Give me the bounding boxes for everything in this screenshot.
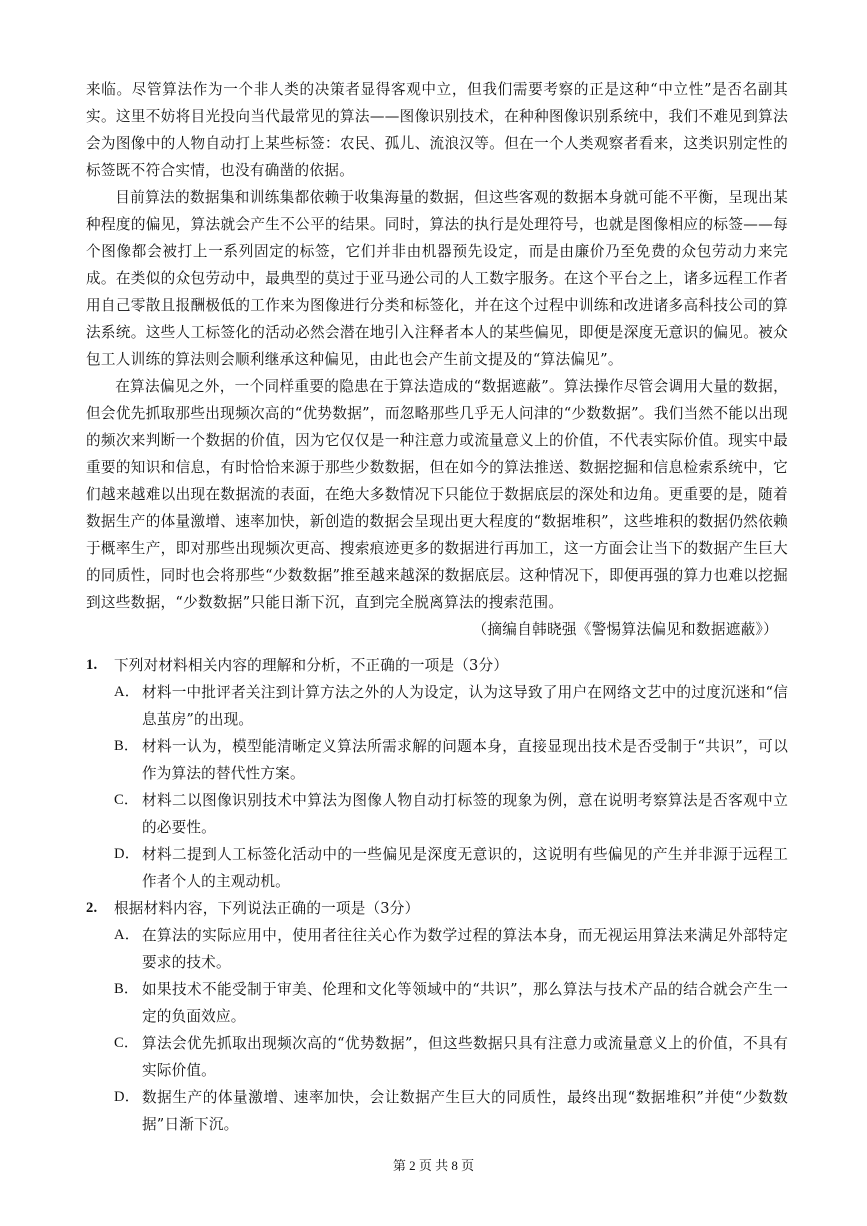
option-b [114,733,788,787]
option-label: A． [114,684,140,700]
passage-source: （摘编自韩晓强《警惕算法偏见和数据遮蔽》） [472,621,778,638]
passage-paragraph-2: 目前算法的数据集和训练集都依赖于收集海量的数据，但这些客观的数据本身就可能不平衡，呈现出某种程度的偏见，算法就会产生不公平的结果。同时，算法的执行是处理符号，也就是图像相应的标签——每个图像都会被打上一系列固定的标签，它们并非由机器预先设定，而是由廉价乃至免费的众包劳动力来完成。在类似的众包劳动中，最典型的莫过于亚马逊公司的人工数字服务。在这个平台之上，诸多远程工作者用自己零散且报酬极低的工作来为图像进行分类和标签化，并在这个过程中训练和改进诸多高科技公司的算法系统。这些人工标签化的活动必然会潜在地引入注释者本人的某些偏见，即便是深度无意识的偏见。被众包工人训练的算法则会顺利继承这种偏见，由此也会产生前文提及的“算法偏见”。 [86,189,788,368]
question-text: 根据材料内容，下列说法正确的一项是（3分） [114,900,420,917]
question-list [86,652,788,1138]
question-text: 下列对材料相关内容的理解和分析，不正确的一项是（3分） [114,657,509,674]
option-d [114,1084,788,1138]
option-text: 材料二以图像识别技术中算法为图像人物自动打标签的现象为例，意在说明考察算法是否客观中立的必要性。 [142,792,788,836]
option-a [114,679,788,733]
option-text: 在算法的实际应用中，使用者往往关心作为数学过程的算法本身，而无视运用算法来满足外部特定要求的技术。 [142,927,788,971]
option-label: C． [114,792,139,808]
option-b [114,976,788,1030]
option-label: A． [114,927,140,943]
question-1 [86,652,788,895]
option-label: B． [114,738,139,754]
option-label: D． [114,846,140,862]
option-label: C． [114,1035,139,1051]
option-text: 数据生产的体量激增、速率加快，会让数据产生巨大的同质性，最终出现“数据堆积”并使“少数数据”日渐下沉。 [142,1089,788,1133]
option-text: 如果技术不能受制于审美、伦理和文化等领域中的“共识”，那么算法与技术产品的结合就会产生一定的负面效应。 [142,981,788,1025]
question-stem [86,652,788,679]
question-stem [86,895,788,922]
option-c [114,1030,788,1084]
question-number: 2. [86,900,98,916]
page-number: 第 2 页 共 8 页 [392,1158,475,1173]
option-text: 材料二提到人工标签化活动中的一些偏见是深度无意识的，这说明有些偏见的产生并非源于远程工作者个人的主观动机。 [142,846,788,890]
option-text: 材料一中批评者关注到计算方法之外的人为设定，认为这导致了用户在网络文艺中的过度沉迷和“信息茧房”的出现。 [142,684,788,728]
option-a [114,922,788,976]
option-d [114,841,788,895]
question-2 [86,895,788,1138]
reading-passage [86,76,788,643]
option-label: B． [114,981,139,997]
passage-paragraph-1: 来临。尽管算法作为一个非人类的决策者显得客观中立，但我们需要考察的正是这种“中立性”是否名副其实。这里不妨将目光投向当代最常见的算法——图像识别技术，在种种图像识别系统中，我们不难见到算法会为图像中的人物自动打上某些标签：农民、孤儿、流浪汉等。但在一个人类观察者看来，这类识别定性的标签既不符合实情，也没有确凿的依据。 [86,81,788,179]
option-text: 材料一认为，模型能清晰定义算法所需求解的问题本身，直接显现出技术是否受制于“共识”，可以作为算法的替代性方案。 [142,738,788,782]
passage-paragraph-3: 在算法偏见之外，一个同样重要的隐患在于算法造成的“数据遮蔽”。算法操作尽管会调用大量的数据，但会优先抓取那些出现频次高的“优势数据”，而忽略那些几乎无人问津的“少数数据”。我们当然不能以出现的频次来判断一个数据的价值，因为它仅仅是一种注意力或流量意义上的价值，不代表实际价值。现实中最重要的知识和信息，有时恰恰来源于那些少数数据，但在如今的算法推送、数据挖掘和信息检索系统中，它们越来越难以出现在数据流的表面，在绝大多数情况下只能位于数据底层的深处和边角。更重要的是，随着数据生产的体量激增、速率加快，新创造的数据会呈现出更大程度的“数据堆积”，这些堆积的数据仍然依赖于概率生产，即对那些出现频次更高、搜索痕迹更多的数据进行再加工，这一方面会让当下的数据产生巨大的同质性，同时也会将那些“少数数据”推至越来越深的数据底层。这种情况下，即便再强的算力也难以挖掘到这些数据，“少数数据”只能日渐下沉，直到完全脱离算法的搜索范围。 [86,378,788,611]
question-number: 1. [86,657,98,673]
option-label: D． [114,1089,140,1105]
option-text: 算法会优先抓取出现频次高的“优势数据”，但这些数据只具有注意力或流量意义上的价值，不具有实际价值。 [142,1035,788,1079]
option-c [114,787,788,841]
